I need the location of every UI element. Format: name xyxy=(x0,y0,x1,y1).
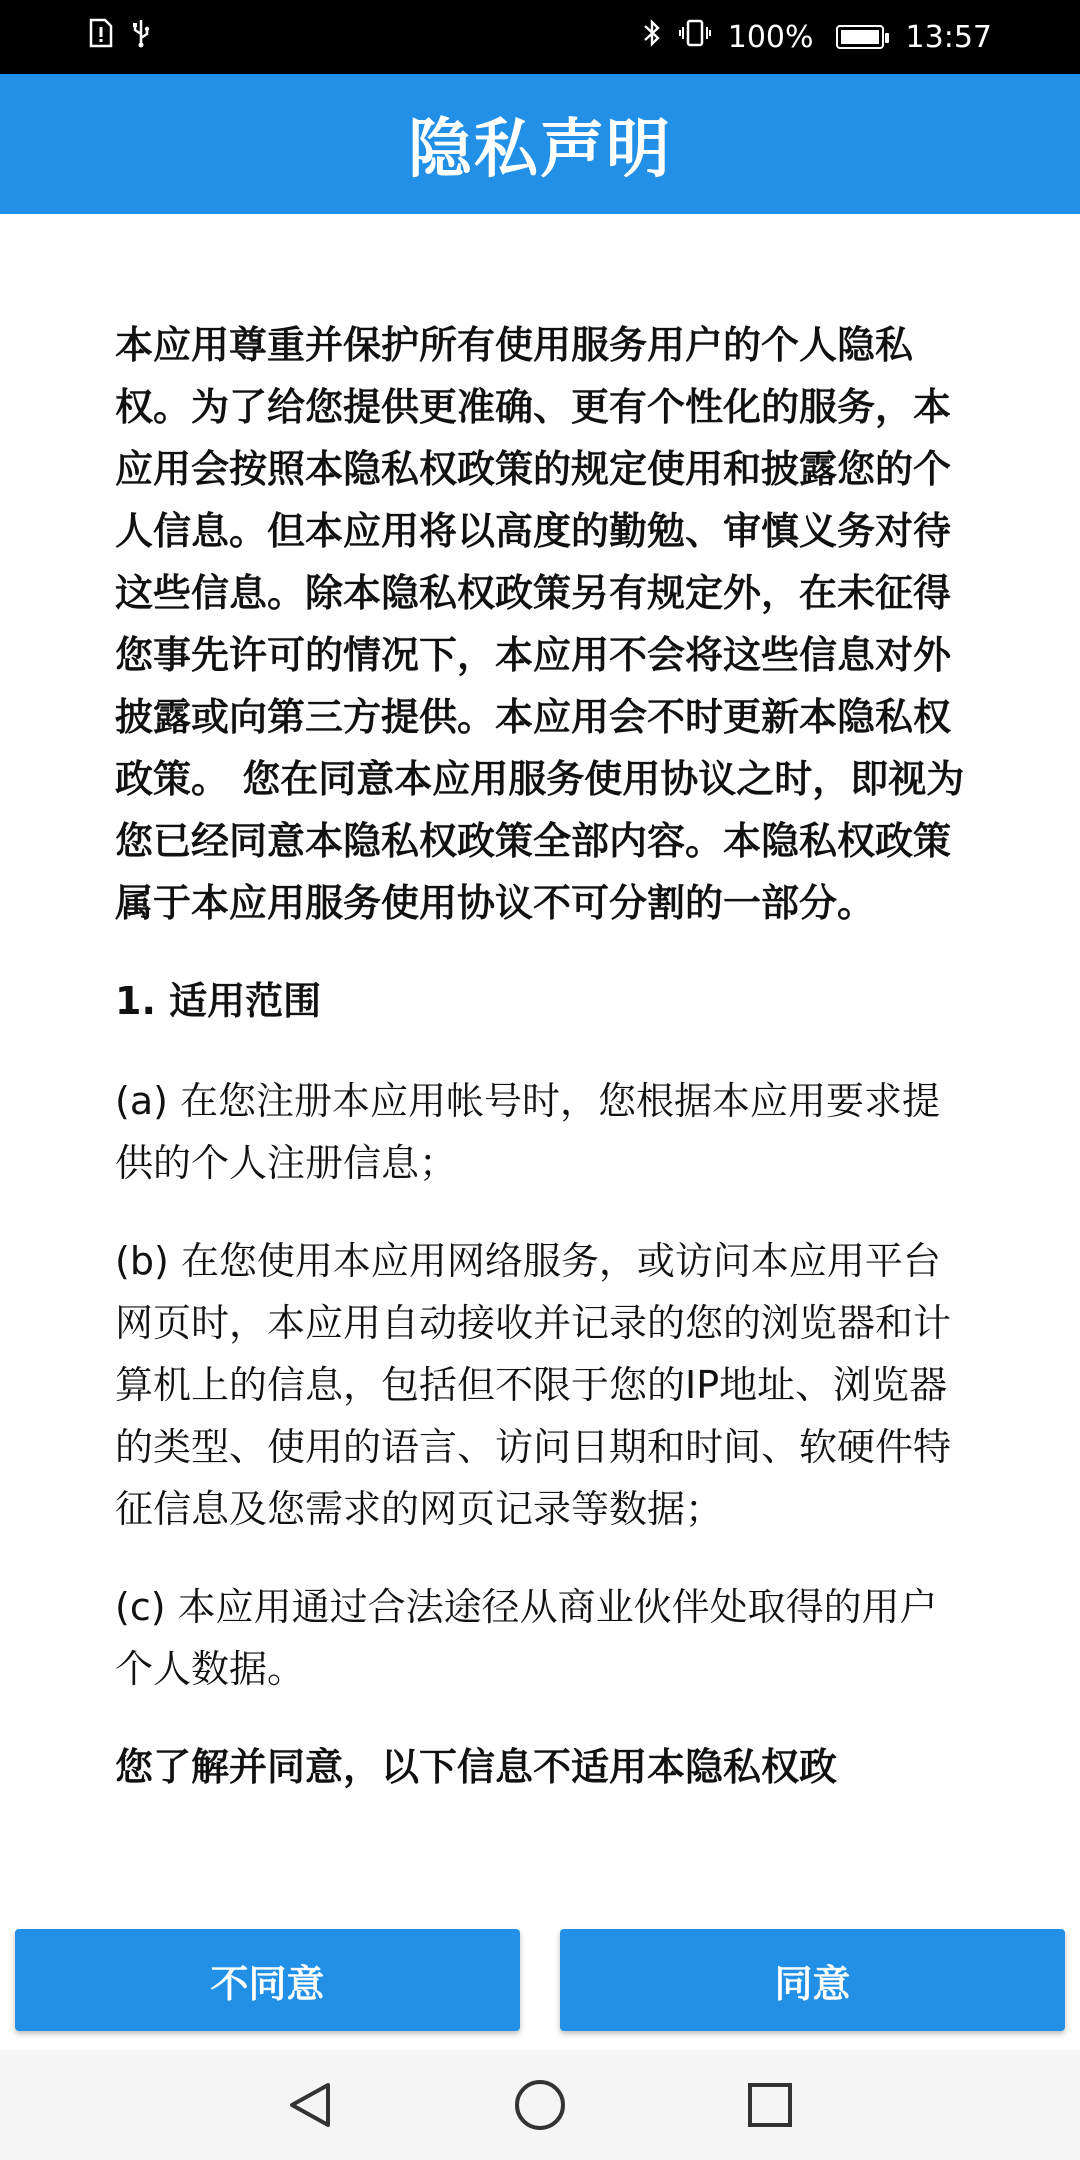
home-icon[interactable] xyxy=(510,2075,570,2135)
button-bar xyxy=(0,1910,1080,2050)
status-left xyxy=(88,18,152,56)
app-bar xyxy=(0,74,1080,214)
recents-icon[interactable] xyxy=(740,2075,800,2135)
section-title-scope: 1. 适用范围 xyxy=(115,979,322,1023)
disagree-button[interactable]: 不同意 xyxy=(15,1929,520,2031)
status-right xyxy=(642,18,992,56)
battery-icon xyxy=(836,25,884,49)
clock: 13:57 xyxy=(905,19,992,55)
back-icon[interactable] xyxy=(280,2075,340,2135)
item-c: (c) 本应用通过合法途径从商业伙伴处取得的用户个人数据。 xyxy=(115,1585,938,1691)
item-b: (b) 在您使用本应用网络服务，或访问本应用平台网页时，本应用自动接收并记录的您的浏览器和计算机上的信息，包括但不限于您的IP地址、浏览器的类型、使用的语言、访问日期和时间、软硬件特征信息及您需求的网页记录等数据； xyxy=(115,1239,952,1531)
partial-paragraph: 您了解并同意，以下信息不适用本隐私权政 xyxy=(115,1745,838,1789)
intro-paragraph: 本应用尊重并保护所有使用服务用户的个人隐私权。为了给您提供更准确、更有个性化的服务，本应用会按照本隐私权政策的规定使用和披露您的个人信息。但本应用将以高度的勤勉、审慎义务对待这些信息。除本隐私权政策另有规定外，在未征得您事先许可的情况下，本应用不会将这些信息对外披露或向第三方提供。本应用会不时更新本隐私权政策。 您在同意本应用服务使用协议之时，即视为您已经同意本隐私权政策全部内容。本隐私权政策属于本应用服务使用协议不可分割的一部分。 xyxy=(115,323,965,925)
page-title: 隐私声明 xyxy=(408,113,672,187)
status-bar xyxy=(0,0,1080,74)
privacy-content[interactable] xyxy=(0,214,1080,1914)
usb-icon xyxy=(130,18,152,56)
item-a: (a) 在您注册本应用帐号时，您根据本应用要求提供的个人注册信息； xyxy=(115,1079,941,1185)
sim-alert-icon xyxy=(88,18,114,56)
vibrate-icon xyxy=(678,18,712,56)
navigation-bar xyxy=(0,2050,1080,2160)
agree-button[interactable]: 同意 xyxy=(560,1929,1065,2031)
battery-percent: 100% xyxy=(727,19,814,55)
bluetooth-icon xyxy=(642,18,662,56)
